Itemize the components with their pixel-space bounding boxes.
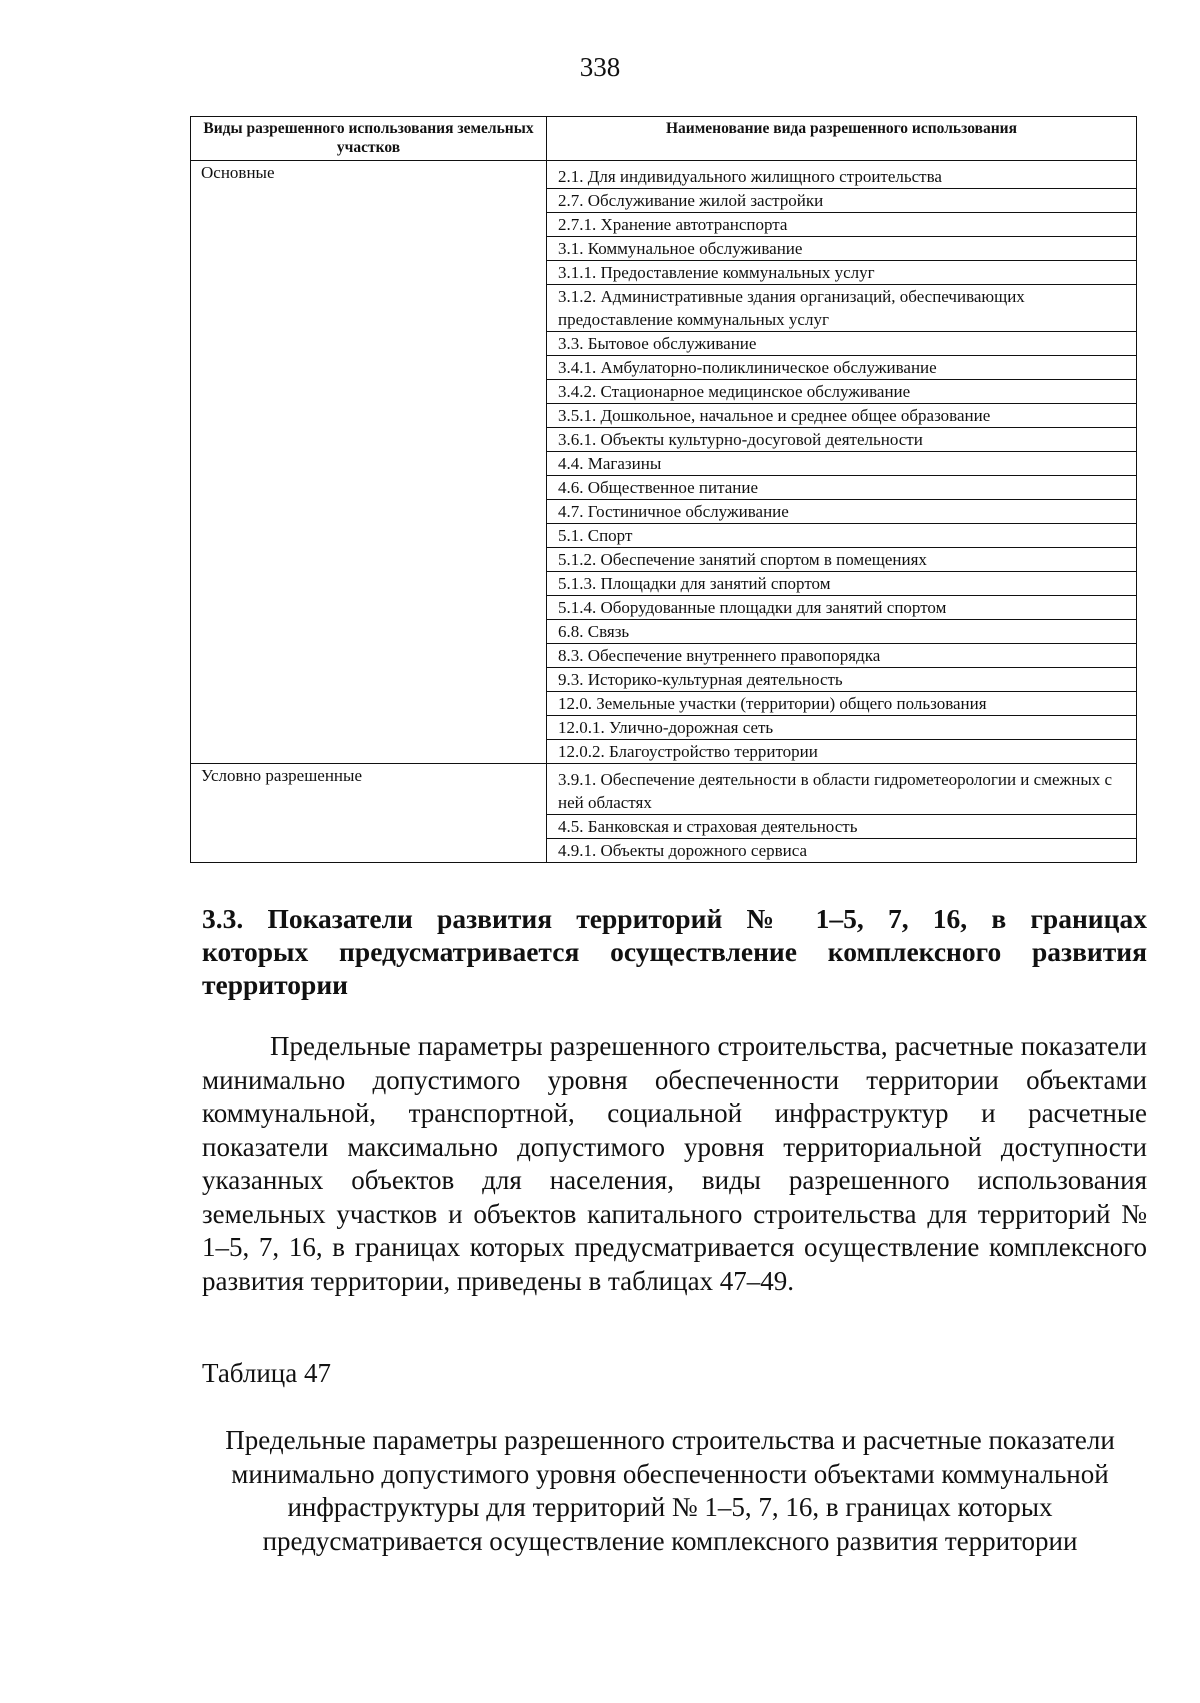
header-land-use-types: Виды разрешенного использования земельных участков [191, 117, 547, 161]
use-item: 12.0. Земельные участки (территории) общего пользования [547, 692, 1137, 716]
section-heading-line-3: территории [202, 969, 349, 1000]
use-item: 5.1.3. Площадки для занятий спортом [547, 572, 1137, 596]
use-item: 9.3. Историко-культурная деятельность [547, 668, 1137, 692]
use-item: 3.9.1. Обеспечение деятельности в области гидрометеорологии и смежных с ней областях [547, 764, 1137, 815]
section-heading-line-2: которых предусматривается осуществление комплексного развития [202, 936, 1147, 967]
use-item: 3.1. Коммунальное обслуживание [547, 237, 1137, 261]
permitted-uses-body [191, 161, 1137, 863]
permitted-uses-table [190, 116, 1137, 863]
use-item: 2.7. Обслуживание жилой застройки [547, 189, 1137, 213]
use-item: 3.4.2. Стационарное медицинское обслуживание [547, 380, 1137, 404]
use-item: 4.5. Банковская и страховая деятельность [547, 815, 1137, 839]
header-use-name: Наименование вида разрешенного использования [547, 117, 1137, 161]
use-item: 8.3. Обеспечение внутреннего правопорядка [547, 644, 1137, 668]
use-group-name: Условно разрешенные [191, 764, 547, 863]
use-item: 3.4.1. Амбулаторно-поликлиническое обслуживание [547, 356, 1137, 380]
use-item: 5.1.4. Оборудованные площадки для занятий спортом [547, 596, 1137, 620]
use-item: 3.3. Бытовое обслуживание [547, 332, 1137, 356]
table-header-row [191, 117, 1137, 161]
table-47-caption: Предельные параметры разрешенного строительства и расчетные показатели минимально допустимого уровня обеспеченности объектами коммунальной инфраструктуры для территорий № 1–5, 7, 16, в границах которых предусматривается осуществление комплексного развития территории [225, 1425, 1115, 1556]
table-47-label: Таблица 47 [202, 1358, 331, 1388]
use-item: 12.0.1. Улично-дорожная сеть [547, 716, 1137, 740]
use-item: 3.1.1. Предоставление коммунальных услуг [547, 261, 1137, 285]
use-item: 3.1.2. Административные здания организаций, обеспечивающих предоставление коммунальных услуг [547, 285, 1137, 332]
use-item: 2.7.1. Хранение автотранспорта [547, 213, 1137, 237]
use-item: 4.6. Общественное питание [547, 476, 1137, 500]
use-group-name: Основные [191, 161, 547, 764]
use-item: 3.6.1. Объекты культурно-досуговой деятельности [547, 428, 1137, 452]
use-item: 5.1.2. Обеспечение занятий спортом в помещениях [547, 548, 1137, 572]
use-item: 6.8. Связь [547, 620, 1137, 644]
page-number: 338 [579, 52, 621, 82]
use-item: 4.7. Гостиничное обслуживание [547, 500, 1137, 524]
section-heading [202, 902, 1147, 1001]
table-row [191, 161, 1137, 189]
use-item: 4.9.1. Объекты дорожного сервиса [547, 839, 1137, 863]
use-item: 3.5.1. Дошкольное, начальное и среднее общее образование [547, 404, 1137, 428]
table-row [191, 764, 1137, 815]
section-heading-line-1: 3.3. Показатели развития территорий № 1–5, 7, 16, в границах [202, 903, 1147, 934]
use-item: 12.0.2. Благоустройство территории [547, 740, 1137, 764]
section-paragraph: Предельные параметры разрешенного строительства, расчетные показатели минимально допустимого уровня обеспеченности территории объектами коммунальной, транспортной, социальной инфраструктур и расчетные показатели максимально допустимого уровня территориальной доступности указанных объектов для населения, виды разрешенного использования земельных участков и объектов капитального строительства для территорий № 1–5, 7, 16, в границах которых предусматривается осуществление комплексного развития территории, приведены в таблицах 47–49. [202, 1031, 1147, 1296]
use-item: 2.1. Для индивидуального жилищного строительства [547, 161, 1137, 189]
use-item: 5.1. Спорт [547, 524, 1137, 548]
use-item: 4.4. Магазины [547, 452, 1137, 476]
